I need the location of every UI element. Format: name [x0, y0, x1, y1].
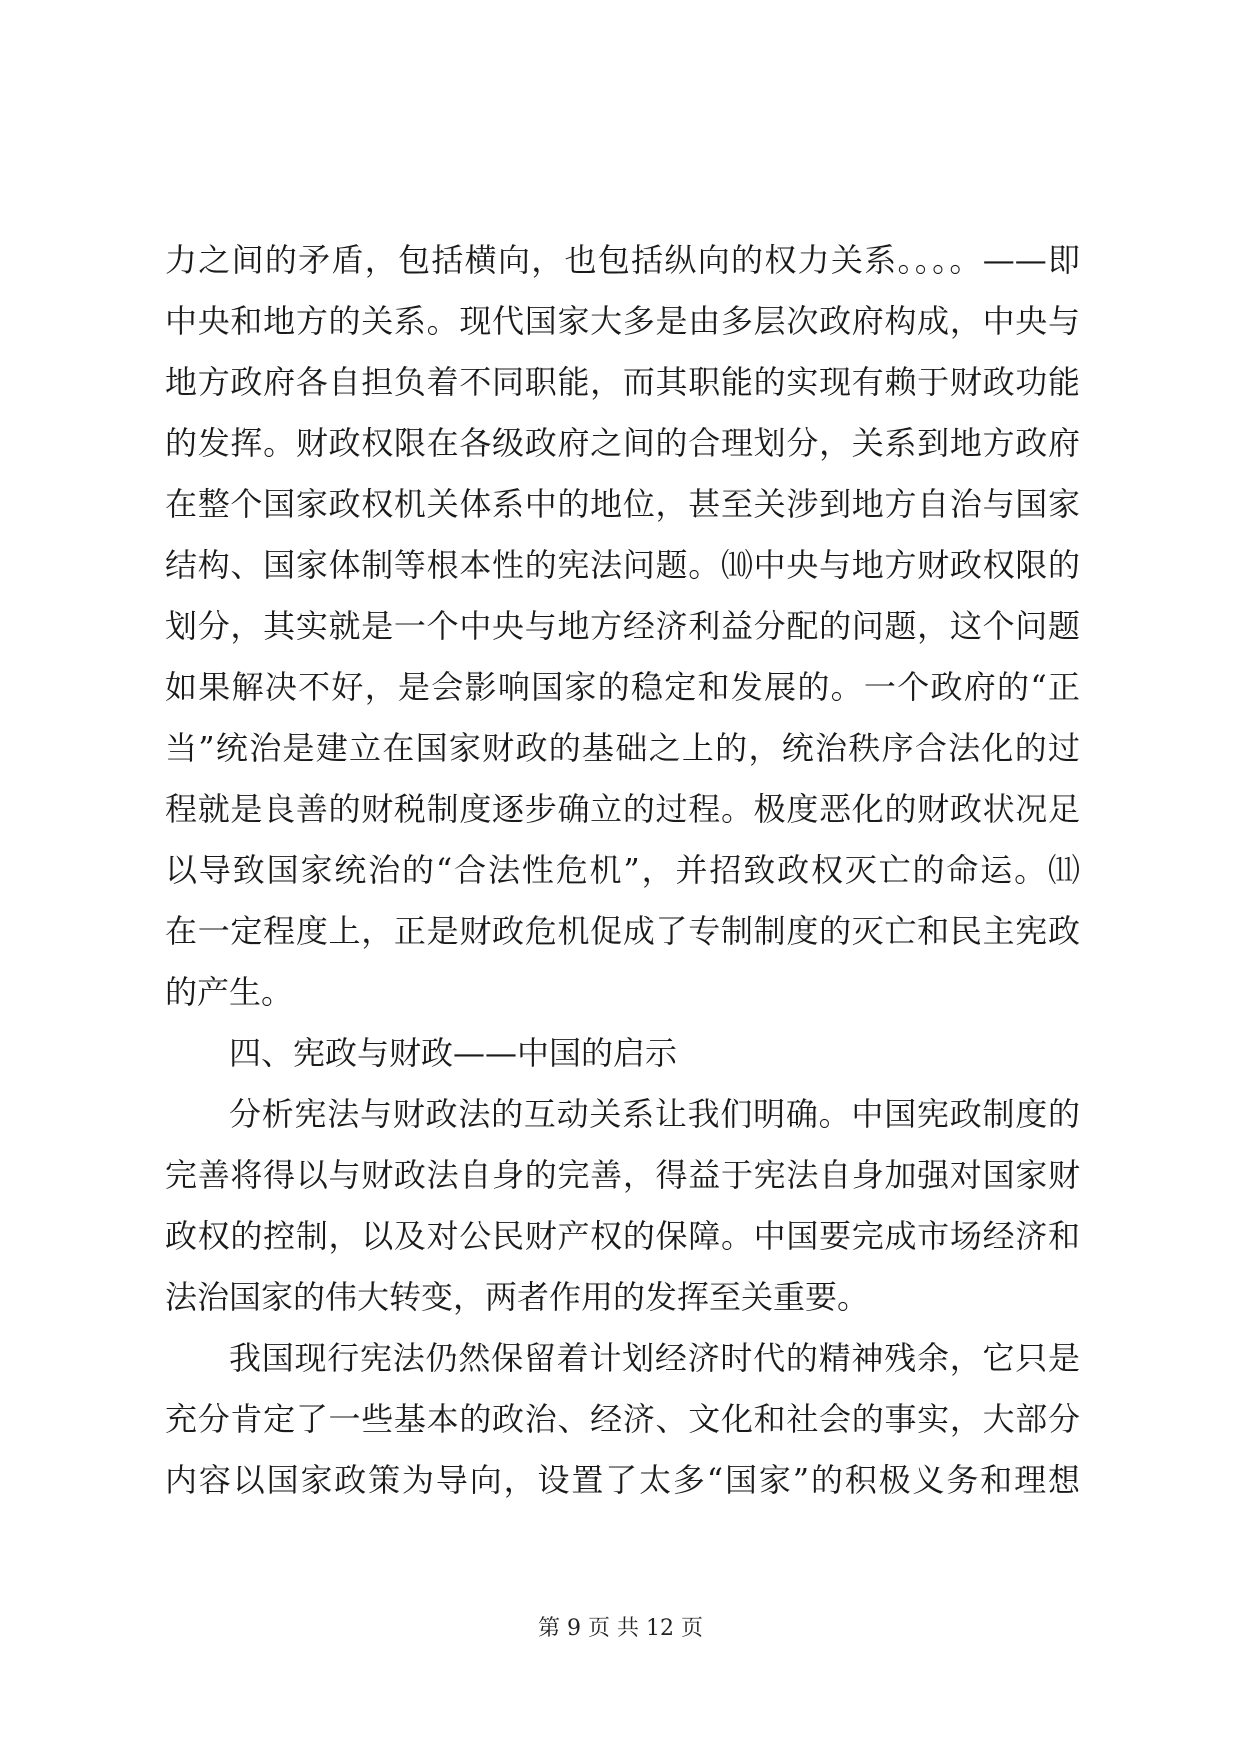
text-line: 地方政府各自担负着不同职能，而其职能的实现有赖于财政功能 — [165, 363, 1080, 401]
text-line: 结构、国家体制等根本性的宪法问题。⑽中央与地方财政权限的 — [165, 546, 1080, 584]
text-line: 当”统治是建立在国家财政的基础之上的，统治秩序合法化的过 — [165, 729, 1080, 767]
body-text — [165, 230, 1080, 1511]
text-line: 在一定程度上，正是财政危机促成了专制制度的灭亡和民主宪政 — [165, 912, 1080, 950]
section-heading: 四、宪政与财政——中国的启示 — [229, 1034, 678, 1072]
text-line: 完善将得以与财政法自身的完善，得益于宪法自身加强对国家财 — [165, 1156, 1080, 1194]
text-line: 法治国家的伟大转变，两者作用的发挥至关重要。 — [165, 1278, 870, 1316]
text-line: 我国现行宪法仍然保留着计划经济时代的精神残余，它只是 — [229, 1339, 1080, 1377]
text-line: 政权的控制，以及对公民财产权的保障。中国要完成市场经济和 — [165, 1217, 1080, 1255]
text-line: 充分肯定了一些基本的政治、经济、文化和社会的事实，大部分 — [165, 1400, 1080, 1438]
text-line: 程就是良善的财税制度逐步确立的过程。极度恶化的财政状况足 — [165, 790, 1080, 828]
page-number: 第 9 页 共 12 页 — [538, 1616, 703, 1641]
text-line: 如果解决不好，是会影响国家的稳定和发展的。一个政府的“正 — [165, 668, 1080, 706]
page-footer — [0, 1614, 1241, 1644]
text-line: 在整个国家政权机关体系中的地位，甚至关涉到地方自治与国家 — [165, 485, 1080, 523]
text-line: 的发挥。财政权限在各级政府之间的合理划分，关系到地方政府 — [165, 424, 1080, 462]
text-line: 分析宪法与财政法的互动关系让我们明确。中国宪政制度的 — [229, 1095, 1080, 1133]
text-line: 中央和地方的关系。现代国家大多是由多层次政府构成，中央与 — [165, 302, 1080, 340]
text-line: 的产生。 — [165, 973, 294, 1011]
text-line: 划分，其实就是一个中央与地方经济利益分配的问题，这个问题 — [165, 607, 1080, 645]
text-line: 以导致国家统治的“合法性危机”，并招致政权灭亡的命运。⑾ — [165, 851, 1080, 889]
text-line: 内容以国家政策为导向，设置了太多“国家”的积极义务和理想 — [165, 1461, 1080, 1499]
text-line: 力之间的矛盾，包括横向，也包括纵向的权力关系。。。。——即 — [165, 241, 1080, 279]
